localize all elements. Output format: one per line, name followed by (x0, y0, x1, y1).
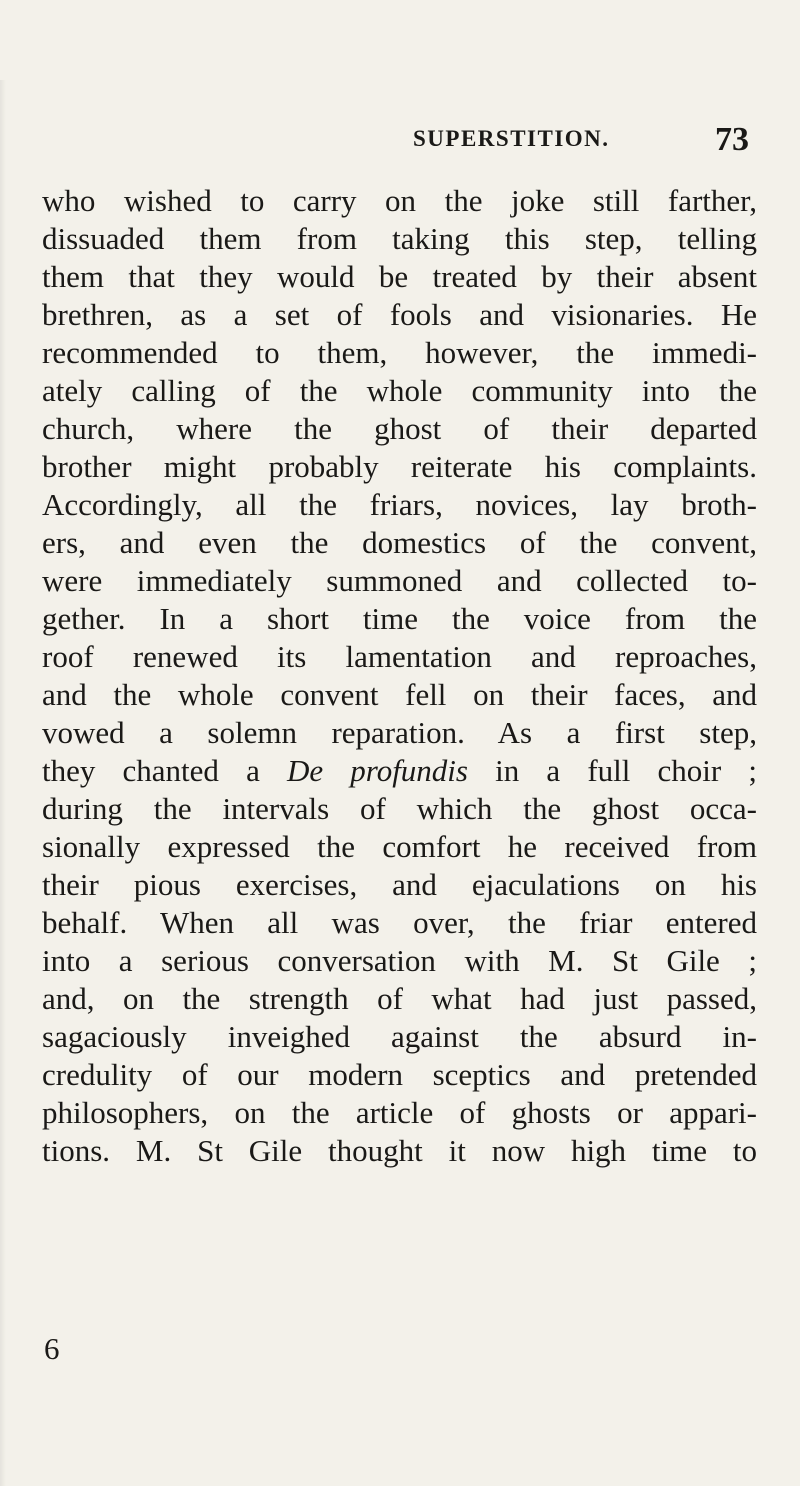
text-line-7: church, where the ghost of their departed (42, 411, 757, 446)
text-line-16 (42, 752, 757, 790)
text-line-9: Accordingly, all the friars, novices, lay broth- (42, 487, 757, 522)
running-head: SUPERSTITION. (413, 126, 610, 151)
text-line-6: ately calling of the whole community into the (42, 373, 757, 408)
text-line-13: roof renewed its lamentation and reproaches, (42, 639, 757, 674)
text-line-3: them that they would be treated by their absent (42, 259, 757, 294)
text-line-10: ers, and even the domestics of the convent, (42, 525, 757, 560)
text-line-15: vowed a solemn reparation. As a first step, (42, 715, 757, 750)
printer-signature-mark: 6 (44, 1331, 60, 1366)
text-line-19: their pious exercises, and ejaculations on his (42, 867, 757, 902)
text-line-18: sionally expressed the comfort he received from (42, 829, 757, 864)
text-line-16-start: they chanted a (42, 753, 287, 788)
text-line-21: into a serious conversation with M. St Gile ; (42, 943, 757, 978)
text-line-17: during the intervals of which the ghost occa- (42, 791, 757, 826)
text-line-12: gether. In a short time the voice from the (42, 601, 757, 636)
text-line-16-end: in a full choir ; (468, 753, 757, 788)
text-line-4: brethren, as a set of fools and visionaries. He (42, 297, 757, 332)
text-line-26: tions. M. St Gile thought it now high time to (42, 1133, 757, 1168)
text-line-23: sagaciously inveighed against the absurd in- (42, 1019, 757, 1054)
text-line-11: were immediately summoned and collected to- (42, 563, 757, 598)
text-line-1: who wished to carry on the joke still farther, (42, 183, 757, 218)
text-line-25: philosophers, on the article of ghosts or appari- (42, 1095, 757, 1130)
text-line-22: and, on the strength of what had just passed, (42, 981, 757, 1016)
text-line-2: dissuaded them from taking this step, telling (42, 221, 757, 256)
text-line-8: brother might probably reiterate his complaints. (42, 449, 757, 484)
page-header (0, 121, 800, 168)
text-line-5: recommended to them, however, the immedi- (42, 335, 757, 370)
page-edge-shadow (0, 80, 6, 1486)
page-number: 73 (715, 121, 749, 158)
text-line-20: behalf. When all was over, the friar entered (42, 905, 757, 940)
text-line-14: and the whole convent fell on their faces, and (42, 677, 757, 712)
italic-title-de-profundis: De profundis (286, 753, 468, 788)
text-line-24: credulity of our modern sceptics and pretended (42, 1057, 757, 1092)
